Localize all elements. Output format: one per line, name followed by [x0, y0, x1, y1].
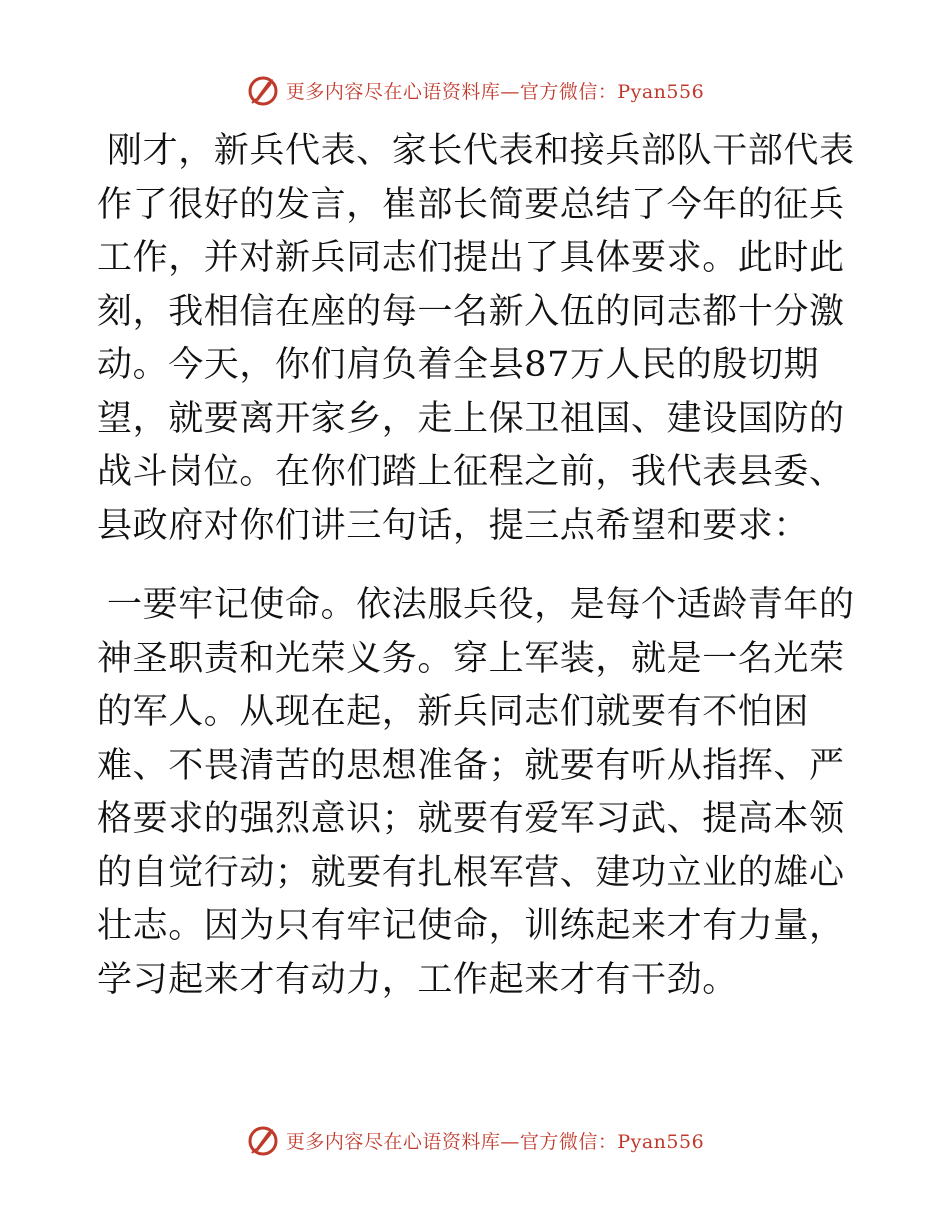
- header-watermark: [0, 70, 950, 110]
- document-body: [97, 125, 857, 1007]
- quill-pen-circle-icon: [246, 73, 280, 107]
- paragraph-intro: 刚才，新兵代表、家长代表和接兵部队干部代表作了很好的发言，崔部长简要总结了今年的征兵工作，并对新兵同志们提出了具体要求。此时此刻，我相信在座的每一名新入伍的同志都十分激动。今天，你们肩负着全县87万人民的殷切期望，就要离开家乡，走上保卫祖国、建设国防的战斗岗位。在你们踏上征程之前，我代表县委、县政府对你们讲三句话，提三点希望和要求：: [97, 131, 855, 546]
- paragraph-first-requirement: 一要牢记使命。依法服兵役，是每个适龄青年的神圣职责和光荣义务。穿上军装，就是一名光荣的军人。从现在起，新兵同志们就要有不怕困难、不畏清苦的思想准备；就要有听从指挥、严格要求的强烈意识；就要有爱军习武、提高本领的自觉行动；就要有扎根军营、建功立业的雄心壮志。因为只有牢记使命，训练起来才有力量，学习起来才有动力，工作起来才有干劲。: [97, 585, 855, 1000]
- footer-watermark: [0, 1120, 950, 1160]
- watermark-text: 更多内容尽在心语资料库—官方微信：Pyan556: [285, 80, 705, 103]
- watermark-text: 更多内容尽在心语资料库—官方微信：Pyan556: [285, 1130, 705, 1153]
- quill-pen-circle-icon: [246, 1123, 280, 1157]
